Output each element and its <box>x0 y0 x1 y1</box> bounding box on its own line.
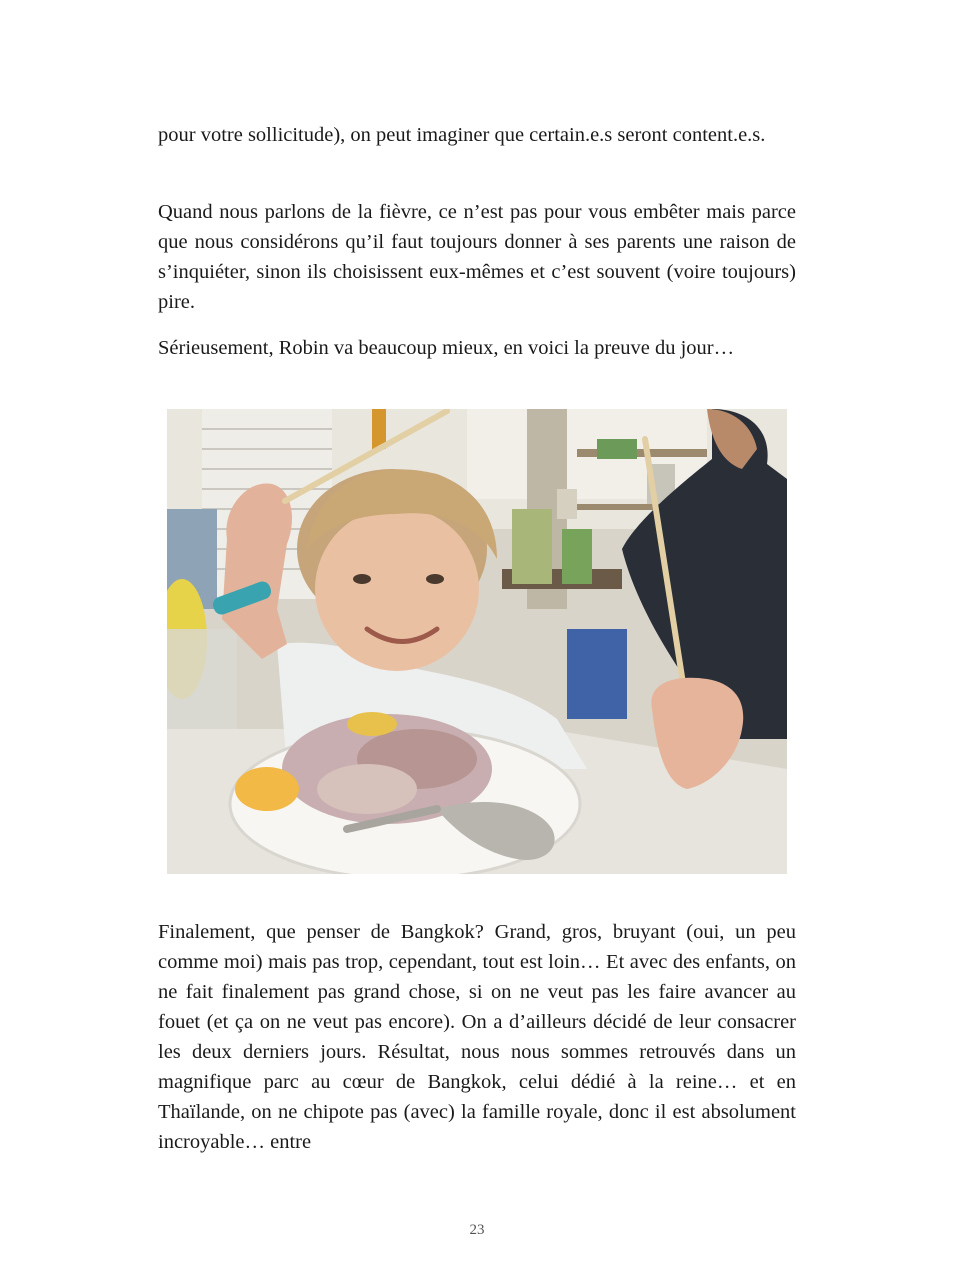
paragraph-sollicitude: pour votre sollicitude), on peut imaginer que certain.e.s seront content.e.s. <box>158 124 766 146</box>
paragraph-bangkok: Finalement, que penser de Bangkok? Grand, gros, bruyant (oui, un peu comme moi) mais pas trop, cependant, tout est loin… Et avec des enfants, on ne fait finalement pas grand chose, si on ne veut pas les faire avancer au fouet (et ça on ne veut pas encore). On a d’ailleurs décidé de leur consacrer les deux derniers jours. Résultat, nous nous sommes retrouvés dans un magnifique parc au cœur de Bangkok, celui dédié à la reine… et en Thaïlande, on ne chipote pas (avec) la famille royale, donc il est absolument incroyable… entre <box>158 921 796 1153</box>
page-number: 23 <box>469 1222 485 1238</box>
paragraph-fievre: Quand nous parlons de la fièvre, ce n’est pas pour vous embêter mais parce que nous considérons qu’il faut toujours donner à ses parents une raison de s’inquiéter, sinon ils choisissent eux-mêmes et c’est souvent (voire toujours) pire. <box>158 201 796 313</box>
photo-child-eating-with-chopsticks <box>167 409 787 874</box>
paragraph-robin-mieux: Sérieusement, Robin va beaucoup mieux, en voici la preuve du jour… <box>158 337 735 359</box>
